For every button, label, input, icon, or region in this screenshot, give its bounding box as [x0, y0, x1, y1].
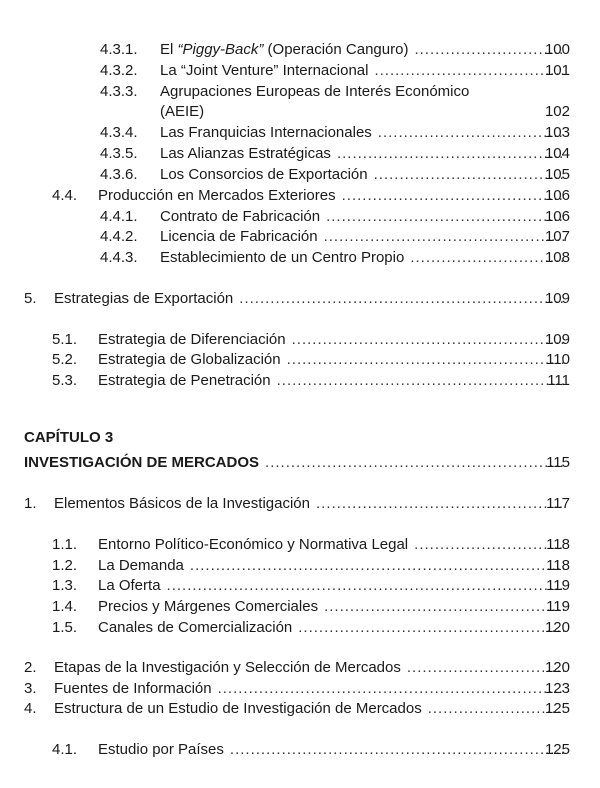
toc-entry-4-3-2	[100, 61, 570, 81]
toc-entry-4-3-3	[100, 82, 570, 102]
entry-title: Estrategias de Exportación	[54, 290, 234, 307]
toc-entry-1-3	[52, 576, 570, 596]
entry-page: 120	[544, 659, 570, 676]
toc-entry-1-2	[52, 556, 570, 576]
entry-title: Estrategia de Diferenciación	[98, 331, 286, 348]
toc-entry-1	[24, 494, 570, 514]
entry-number: 4.3.4.	[100, 124, 138, 141]
entry-title: La Oferta	[98, 577, 161, 594]
toc-entry-4-4-2	[100, 227, 570, 247]
entry-title: Elementos Básicos de la Investigación	[54, 495, 310, 512]
entry-page: 111	[547, 372, 570, 389]
entry-number: 4.3.3.	[100, 83, 138, 100]
toc-entry-1-1	[52, 535, 570, 555]
entry-page: 109	[544, 290, 570, 307]
entry-page: 120	[544, 619, 570, 636]
entry-number: 4.4.1.	[100, 208, 138, 225]
entry-number: 4.3.5.	[100, 145, 138, 162]
entry-page: 106	[544, 187, 570, 204]
entry-title: Agrupaciones Europeas de Interés Económico	[160, 83, 470, 100]
toc-entry-3	[24, 679, 570, 699]
toc-entry-1-4	[52, 597, 570, 617]
toc-entry-5	[24, 289, 570, 309]
entry-number: 5.	[24, 290, 37, 307]
leader-dots	[239, 289, 564, 309]
entry-page: 118	[546, 557, 570, 574]
leader-dots	[265, 453, 564, 473]
toc-entry-4-3-5	[100, 144, 570, 164]
entry-title: Estrategia de Penetración	[98, 372, 271, 389]
entry-page: 100	[544, 41, 570, 58]
entry-number: 1.5.	[52, 619, 78, 636]
entry-page: 117	[546, 495, 570, 512]
leader-dots	[230, 740, 564, 760]
toc-entry-4-4	[52, 186, 570, 206]
leader-dots	[218, 679, 564, 699]
entry-page: 123	[544, 680, 570, 697]
toc-entry-4-3-4	[100, 123, 570, 143]
entry-number: 1.1.	[52, 536, 78, 553]
entry-page: 106	[544, 208, 570, 225]
entry-title: Establecimiento de un Centro Propio	[160, 249, 405, 266]
entry-page: 118	[546, 536, 570, 553]
chapter-title: INVESTIGACIÓN DE MERCADOS	[24, 454, 260, 471]
entry-title: Producción en Mercados Exteriores	[98, 187, 336, 204]
entry-title: Entorno Político-Económico y Normativa Legal	[98, 536, 409, 553]
leader-dots	[277, 371, 564, 391]
entry-number: 5.3.	[52, 372, 78, 389]
leader-dots	[316, 494, 564, 514]
entry-title: Estructura de un Estudio de Investigación de Mercados	[54, 700, 422, 717]
entry-page: 107	[544, 228, 570, 245]
leader-dots	[298, 618, 564, 638]
entry-number: 4.4.	[52, 187, 78, 204]
entry-title: Las Alianzas Estratégicas	[160, 145, 331, 162]
entry-number: 5.2.	[52, 351, 78, 368]
entry-page: 110	[546, 351, 570, 368]
leader-dots	[324, 597, 564, 617]
leader-dots	[190, 556, 564, 576]
entry-page: 108	[544, 249, 570, 266]
toc-entry-4-4-3	[100, 248, 570, 268]
entry-number: 5.1.	[52, 331, 78, 348]
toc-entry-5-2	[52, 350, 570, 370]
entry-number: 1.	[24, 495, 37, 512]
entry-title: Las Franquicias Internacionales	[160, 124, 372, 141]
entry-page: 109	[544, 331, 570, 348]
entry-title-line2: (AEIE)	[160, 103, 205, 120]
leader-dots	[287, 350, 564, 370]
entry-number: 1.3.	[52, 577, 78, 594]
entry-page: 115	[546, 454, 570, 471]
entry-title: La “Joint Venture” Internacional	[160, 62, 369, 79]
entry-title: Licencia de Fabricación	[160, 228, 318, 245]
toc-entry-4-3-1	[100, 40, 570, 60]
entry-page: 105	[544, 166, 570, 183]
leader-dots	[292, 330, 564, 350]
entry-number: 4.4.3.	[100, 249, 138, 266]
leader-dots	[326, 207, 564, 227]
entry-title: La Demanda	[98, 557, 184, 574]
entry-page: 119	[546, 577, 570, 594]
entry-page: 101	[544, 62, 570, 79]
entry-title: Canales de Comercialización	[98, 619, 293, 636]
entry-title: Contrato de Fabricación	[160, 208, 321, 225]
entry-page: 125	[544, 700, 570, 717]
toc-entry-5-1	[52, 330, 570, 350]
entry-number: 4.4.2.	[100, 228, 138, 245]
entry-title: Fuentes de Información	[54, 680, 212, 697]
toc-entry-chapter-3	[24, 453, 570, 473]
toc-entry-4-4-1	[100, 207, 570, 227]
toc-entry-4-3-6	[100, 165, 570, 185]
toc-entry-5-3	[52, 371, 570, 391]
entry-title: Etapas de la Investigación y Selección de Mercados	[54, 659, 401, 676]
entry-number: 1.2.	[52, 557, 78, 574]
entry-page: 125	[544, 741, 570, 758]
entry-number: 2.	[24, 659, 37, 676]
chapter-label: CAPÍTULO 3	[24, 429, 114, 446]
leader-dots	[324, 227, 564, 247]
entry-number: 4.	[24, 700, 37, 717]
toc-entry-4-1	[52, 740, 570, 760]
leader-dots	[167, 576, 564, 596]
entry-title: Estudio por Países	[98, 741, 224, 758]
entry-page: 119	[546, 598, 570, 615]
entry-page: 103	[544, 124, 570, 141]
entry-page: 102	[544, 103, 570, 120]
entry-title: Los Consorcios de Exportación	[160, 166, 368, 183]
toc-entry-4	[24, 699, 570, 719]
entry-title: El “Piggy-Back” (Operación Canguro)	[160, 41, 409, 58]
entry-number: 4.3.6.	[100, 166, 138, 183]
entry-number: 4.3.1.	[100, 41, 138, 58]
entry-title: Precios y Márgenes Comerciales	[98, 598, 319, 615]
entry-number: 3.	[24, 680, 37, 697]
entry-number: 1.4.	[52, 598, 78, 615]
entry-page: 104	[544, 145, 570, 162]
toc-entry-2	[24, 658, 570, 678]
entry-number: 4.3.2.	[100, 62, 138, 79]
toc-entry-4-3-3-cont	[160, 102, 570, 122]
toc-entry-1-5	[52, 618, 570, 638]
entry-title: Estrategia de Globalización	[98, 351, 281, 368]
entry-number: 4.1.	[52, 741, 78, 758]
